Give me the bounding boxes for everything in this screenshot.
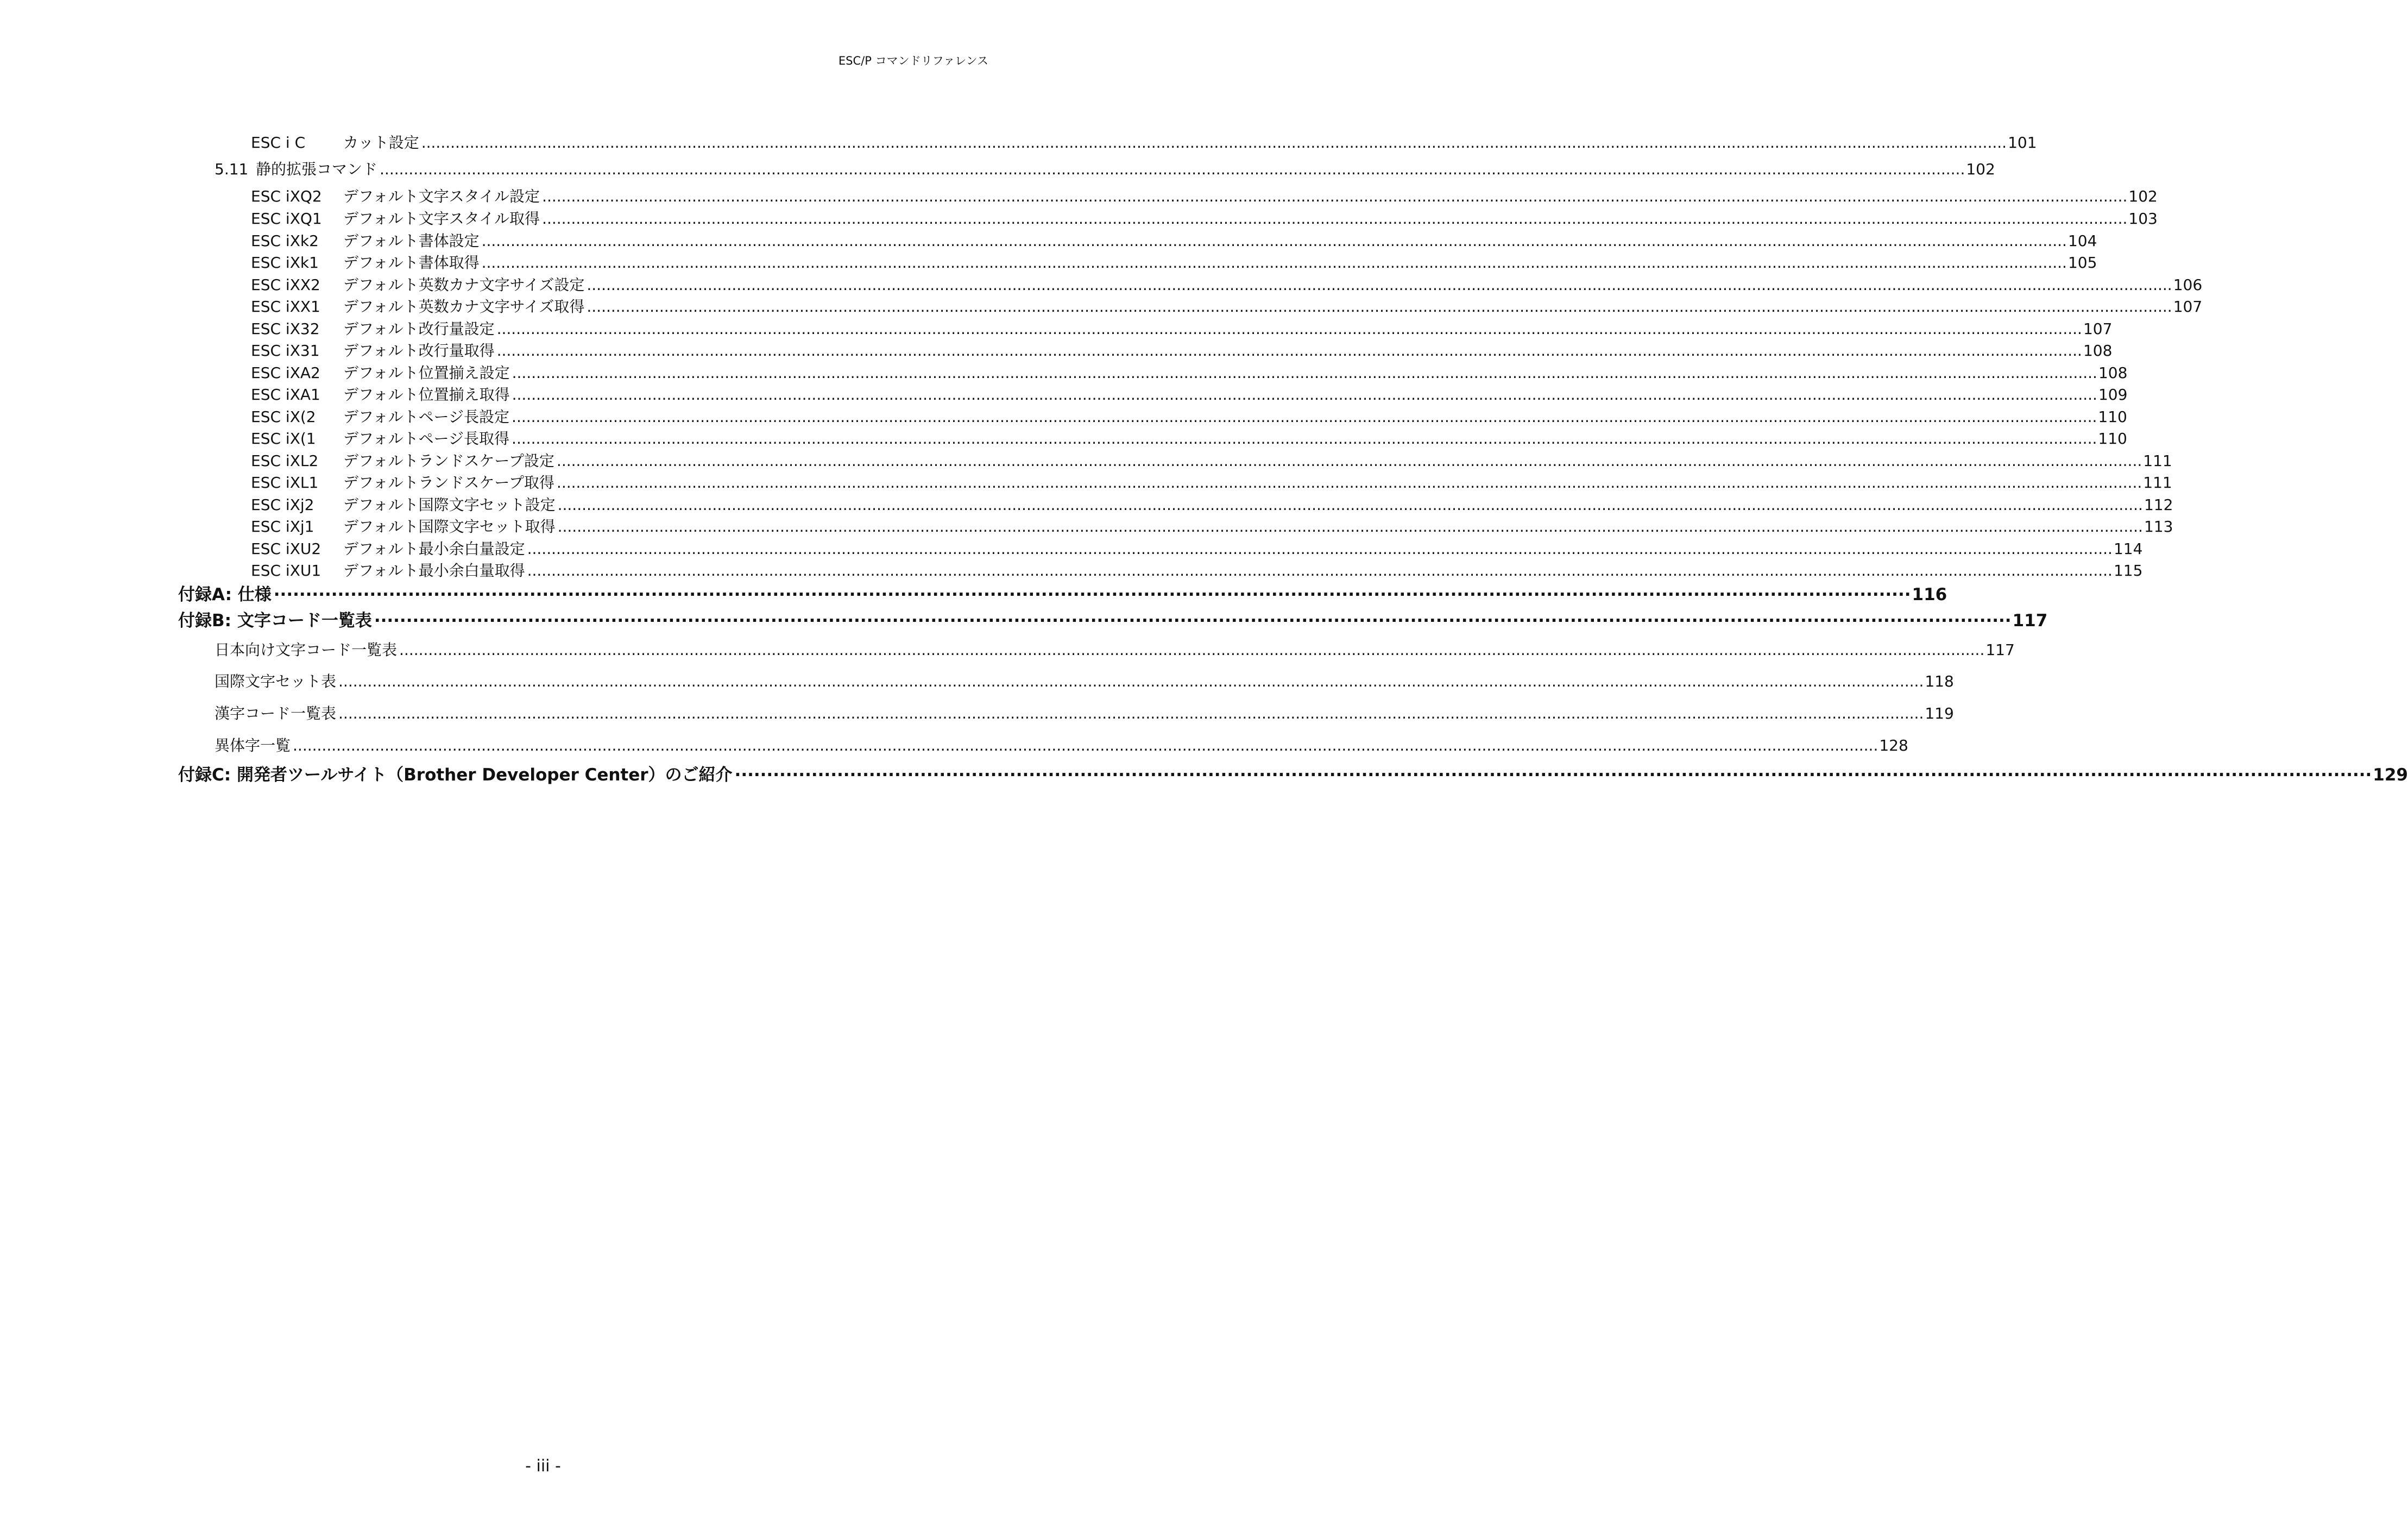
page-number: 106 bbox=[2173, 276, 2203, 294]
page-number: 107 bbox=[2173, 298, 2203, 316]
page-number-footer: - iii - bbox=[525, 1457, 561, 1476]
entry-title: デフォルト位置揃え設定 bbox=[343, 364, 510, 382]
entry-title: デフォルト最小余白量設定 bbox=[343, 540, 525, 558]
page-number: 110 bbox=[2098, 430, 2127, 448]
page-number: 107 bbox=[2083, 320, 2113, 338]
running-header: ESC/P コマンドリファレンス bbox=[838, 54, 988, 67]
toc-entry-command[interactable] bbox=[0, 298, 2203, 316]
dot-leader bbox=[587, 276, 2172, 294]
toc-entry-command[interactable] bbox=[0, 342, 2113, 360]
entry-title: カット設定 bbox=[343, 134, 419, 152]
toc-entry-command[interactable] bbox=[0, 408, 2127, 426]
toc-entry-command[interactable] bbox=[0, 430, 2127, 448]
command-code: ESC iX31 bbox=[251, 342, 320, 360]
dot-leader bbox=[557, 474, 2142, 492]
toc-entry-command[interactable] bbox=[0, 276, 2203, 294]
dot-leader bbox=[338, 672, 1924, 691]
page-number: 116 bbox=[1912, 585, 1947, 604]
toc-entry-subsection[interactable] bbox=[0, 736, 1908, 755]
toc-entry-command[interactable] bbox=[0, 320, 2113, 338]
page-number: 115 bbox=[2113, 562, 2143, 579]
dot-leader bbox=[482, 254, 2067, 272]
dot-leader bbox=[293, 736, 1878, 755]
entry-title: デフォルト文字スタイル設定 bbox=[343, 187, 540, 205]
dot-leader bbox=[497, 320, 2082, 338]
command-code: ESC iXQ1 bbox=[251, 210, 322, 228]
command-code: ESC iXj1 bbox=[251, 518, 314, 536]
command-code: ESC iXL2 bbox=[251, 452, 319, 470]
dot-leader bbox=[274, 585, 1911, 604]
dot-leader bbox=[374, 612, 2012, 630]
command-code: ESC iX32 bbox=[251, 320, 320, 338]
page-number: 128 bbox=[1879, 736, 1908, 754]
page-number: 110 bbox=[2098, 408, 2127, 426]
dot-leader bbox=[542, 187, 2127, 206]
toc-entry-appendix-a[interactable] bbox=[0, 585, 1947, 604]
command-code: ESC iXL1 bbox=[251, 474, 319, 492]
entry-title: デフォルト書体設定 bbox=[343, 232, 480, 250]
page-number: 118 bbox=[1925, 672, 1954, 690]
entry-title: デフォルトページ長取得 bbox=[343, 430, 510, 448]
dot-leader bbox=[527, 540, 2113, 558]
dot-leader bbox=[338, 704, 1924, 723]
page-number: 104 bbox=[2067, 232, 2097, 250]
dot-leader bbox=[512, 430, 2097, 448]
entry-title: 付録A: 仕様 bbox=[178, 585, 272, 604]
dot-leader bbox=[557, 452, 2142, 470]
page-number: 119 bbox=[1925, 704, 1954, 722]
toc-entry-appendix-b[interactable] bbox=[0, 611, 2048, 631]
dot-leader bbox=[482, 232, 2067, 250]
entry-title: デフォルト位置揃え取得 bbox=[343, 386, 510, 404]
toc-entry-command[interactable] bbox=[0, 386, 2128, 404]
page-number: 102 bbox=[1966, 160, 1995, 178]
dot-leader bbox=[735, 766, 2372, 784]
command-code: ESC iX(1 bbox=[251, 430, 316, 448]
command-code: ESC i C bbox=[251, 134, 306, 152]
entry-title: デフォルト最小余白量取得 bbox=[343, 562, 525, 579]
entry-title: デフォルト国際文字セット取得 bbox=[343, 518, 556, 536]
page-number: 113 bbox=[2144, 518, 2173, 536]
entry-title: デフォルト英数カナ文字サイズ設定 bbox=[343, 276, 585, 294]
entry-title: デフォルト改行量設定 bbox=[343, 320, 495, 338]
toc-entry-command[interactable] bbox=[0, 187, 2158, 206]
page-number: 114 bbox=[2113, 540, 2143, 558]
toc-entry-command[interactable] bbox=[0, 540, 2143, 558]
page-number: 111 bbox=[2143, 474, 2172, 492]
page-number: 105 bbox=[2067, 254, 2097, 272]
command-code: ESC iX(2 bbox=[251, 408, 316, 426]
toc-entry-appendix-c[interactable] bbox=[0, 765, 2408, 785]
toc-entry-subsection[interactable] bbox=[0, 672, 1954, 691]
entry-title: 国際文字セット表 bbox=[215, 672, 337, 690]
toc-entry-command[interactable] bbox=[0, 474, 2172, 492]
toc-entry-subsection[interactable] bbox=[0, 704, 1954, 723]
dot-leader bbox=[399, 641, 1984, 659]
dot-leader bbox=[512, 364, 2097, 382]
toc-entry-command[interactable] bbox=[0, 134, 2037, 152]
command-code: ESC iXU2 bbox=[251, 540, 322, 558]
dot-leader bbox=[558, 518, 2143, 536]
entry-title: 付録C: 開発者ツールサイト（Brother Developer Center）のご紹介 bbox=[178, 765, 733, 785]
entry-title: デフォルト国際文字セット設定 bbox=[343, 496, 556, 514]
page-number: 129 bbox=[2373, 765, 2408, 785]
toc-entry-command[interactable] bbox=[0, 562, 2143, 580]
command-code: ESC iXQ2 bbox=[251, 187, 322, 205]
dot-leader bbox=[527, 562, 2113, 580]
page-number: 102 bbox=[2128, 187, 2158, 205]
dot-leader bbox=[587, 298, 2172, 316]
page-number: 111 bbox=[2143, 452, 2172, 470]
toc-entry-command[interactable] bbox=[0, 452, 2172, 470]
entry-title: デフォルト改行量取得 bbox=[343, 342, 495, 360]
command-code: ESC iXk1 bbox=[251, 254, 319, 272]
entry-title: デフォルト文字スタイル取得 bbox=[343, 210, 540, 228]
dot-leader bbox=[542, 210, 2127, 228]
dot-leader bbox=[497, 342, 2082, 360]
page-number: 108 bbox=[2083, 342, 2113, 360]
toc-entry-subsection[interactable] bbox=[0, 641, 2015, 659]
section-number: 5.11 bbox=[215, 160, 249, 178]
page-number: 117 bbox=[1985, 641, 2015, 659]
page-number: 109 bbox=[2098, 386, 2128, 404]
dot-leader bbox=[512, 386, 2097, 404]
dot-leader bbox=[558, 496, 2143, 514]
toc-entry-command[interactable] bbox=[0, 232, 2097, 250]
dot-leader bbox=[380, 160, 1965, 179]
toc-entry-command[interactable] bbox=[0, 254, 2097, 272]
entry-title: 日本向け文字コード一覧表 bbox=[215, 641, 398, 659]
toc-entry-command[interactable] bbox=[0, 210, 2158, 228]
entry-title: 漢字コード一覧表 bbox=[215, 704, 337, 722]
toc-entry-command[interactable] bbox=[0, 364, 2128, 382]
command-code: ESC iXA1 bbox=[251, 386, 320, 404]
page-number: 108 bbox=[2098, 364, 2128, 382]
dot-leader bbox=[512, 408, 2097, 426]
entry-title: 静的拡張コマンド bbox=[256, 160, 378, 178]
page-number: 117 bbox=[2012, 611, 2048, 631]
page-number: 112 bbox=[2144, 496, 2173, 514]
entry-title: デフォルトランドスケープ取得 bbox=[343, 474, 554, 492]
command-code: ESC iXX2 bbox=[251, 276, 320, 294]
entry-title: デフォルト英数カナ文字サイズ取得 bbox=[343, 298, 585, 316]
page-number: 103 bbox=[2128, 210, 2158, 228]
command-code: ESC iXk2 bbox=[251, 232, 319, 250]
entry-title: 付録B: 文字コード一覧表 bbox=[178, 611, 372, 631]
page-number: 101 bbox=[2008, 134, 2037, 152]
dot-leader bbox=[421, 134, 2007, 152]
toc-entry-section[interactable] bbox=[0, 160, 1995, 179]
command-code: ESC iXX1 bbox=[251, 298, 320, 316]
command-code: ESC iXj2 bbox=[251, 496, 314, 514]
entry-title: デフォルトランドスケープ設定 bbox=[343, 452, 554, 470]
entry-title: 異体字一覧 bbox=[215, 736, 291, 754]
toc-entry-command[interactable] bbox=[0, 496, 2173, 514]
command-code: ESC iXA2 bbox=[251, 364, 320, 382]
command-code: ESC iXU1 bbox=[251, 562, 322, 579]
entry-title: デフォルト書体取得 bbox=[343, 254, 480, 272]
toc-entry-command[interactable] bbox=[0, 518, 2173, 536]
entry-title: デフォルトページ長設定 bbox=[343, 408, 510, 426]
